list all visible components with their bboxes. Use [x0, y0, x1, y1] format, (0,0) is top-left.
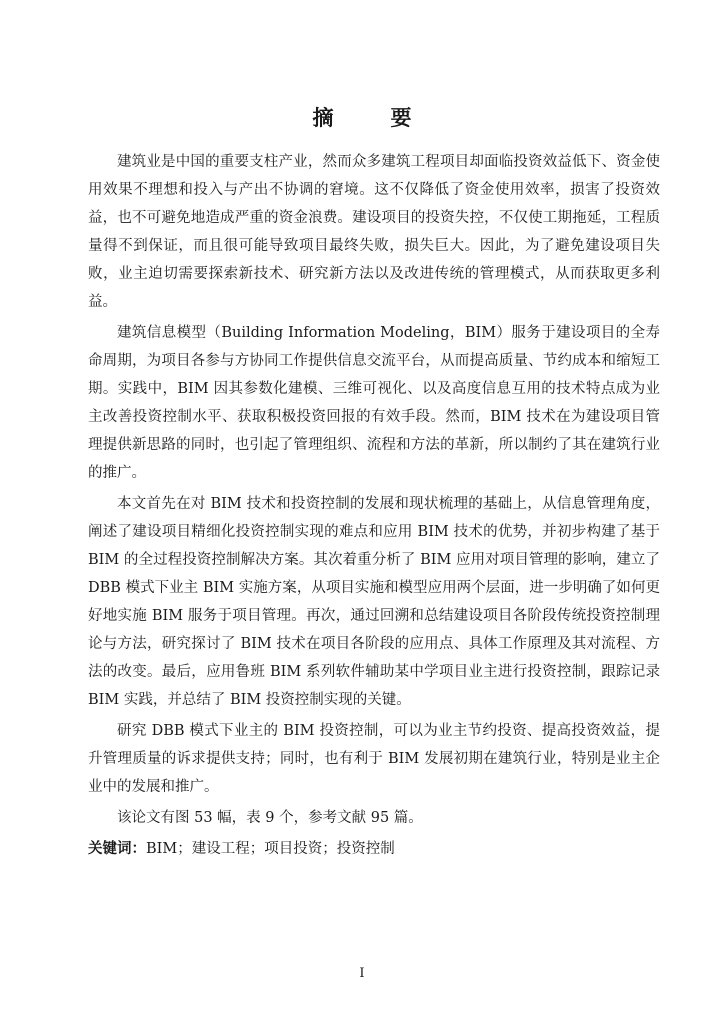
abstract-body [88, 148, 660, 863]
keywords-value: BIM；建设工程；项目投资；投资控制 [146, 841, 395, 857]
page-title: 摘 要 [312, 105, 430, 130]
abstract-statistics: 该论文有图 53 幅，表 9 个，参考文献 95 篇。 [117, 810, 423, 826]
abstract-paragraph: 建筑业是中国的重要支柱产业，然而众多建筑工程项目却面临投资效益低下、资金使用效果不理想和投入与产出不协调的窘境。这不仅降低了资金使用效率，损害了投资效益，也不可避免地造成严重的资金浪费。建设项目的投资失控，不仅使工期拖延，工程质量得不到保证，而且很可能导致项目最终失败，损失巨大。因此，为了避免建设项目失败，业主迫切需要探索新技术、研究新方法以及改进传统的管理模式，从而获取更多利益。 [88, 154, 660, 310]
keywords-label: 关键词： [88, 840, 146, 857]
abstract-paragraph: 研究 DBB 模式下业主的 BIM 投资控制，可以为业主节约投资、提高投资效益，提升管理质量的诉求提供支持；同时，也有利于 BIM 发展初期在建筑行业，特别是业主企业中的发展和推广。 [88, 723, 660, 795]
abstract-paragraph: 建筑信息模型（Building Information Modeling，BIM）服务于建设项目的全寿命周期，为项目各参与方协同工作提供信息交流平台，从而提高质量、节约成本和缩短工期。实践中，BIM 因其参数化建模、三维可视化、以及高度信息互用的技术特点成为业主改善投资控制水平、获取积极投资回报的有效手段。然而，BIM 技术在为建设项目管理提供新思路的同时，也引起了管理组织、流程和方法的革新，所以制约了其在建筑行业的推广。 [88, 325, 660, 481]
page-number: I [359, 966, 365, 981]
abstract-paragraph: 本文首先在对 BIM 技术和投资控制的发展和现状梳理的基础上，从信息管理角度，阐述了建设项目精细化投资控制实现的难点和应用 BIM 技术的优势，并初步构建了基于 BIM 的全过程投资控制解决方案。其次着重分析了 BIM 应用对项目管理的影响，建立了 DBB 模式下业主 BIM 实施方案，从项目实施和模型应用两个层面，进一步明确了如何更好地实施 BIM 服务于项目管理。再次，通过回溯和总结建设项目各阶段传统投资控制理论与方法，研究探讨了 BIM 技术在项目各阶段的应用点、具体工作原理及其对流程、方法的改变。最后，应用鲁班 BIM 系列软件辅助某中学项目业主进行投资控制，跟踪记录 BIM 实践，并总结了 BIM 投资控制实现的关键。 [88, 496, 660, 708]
keywords-line [88, 835, 660, 863]
